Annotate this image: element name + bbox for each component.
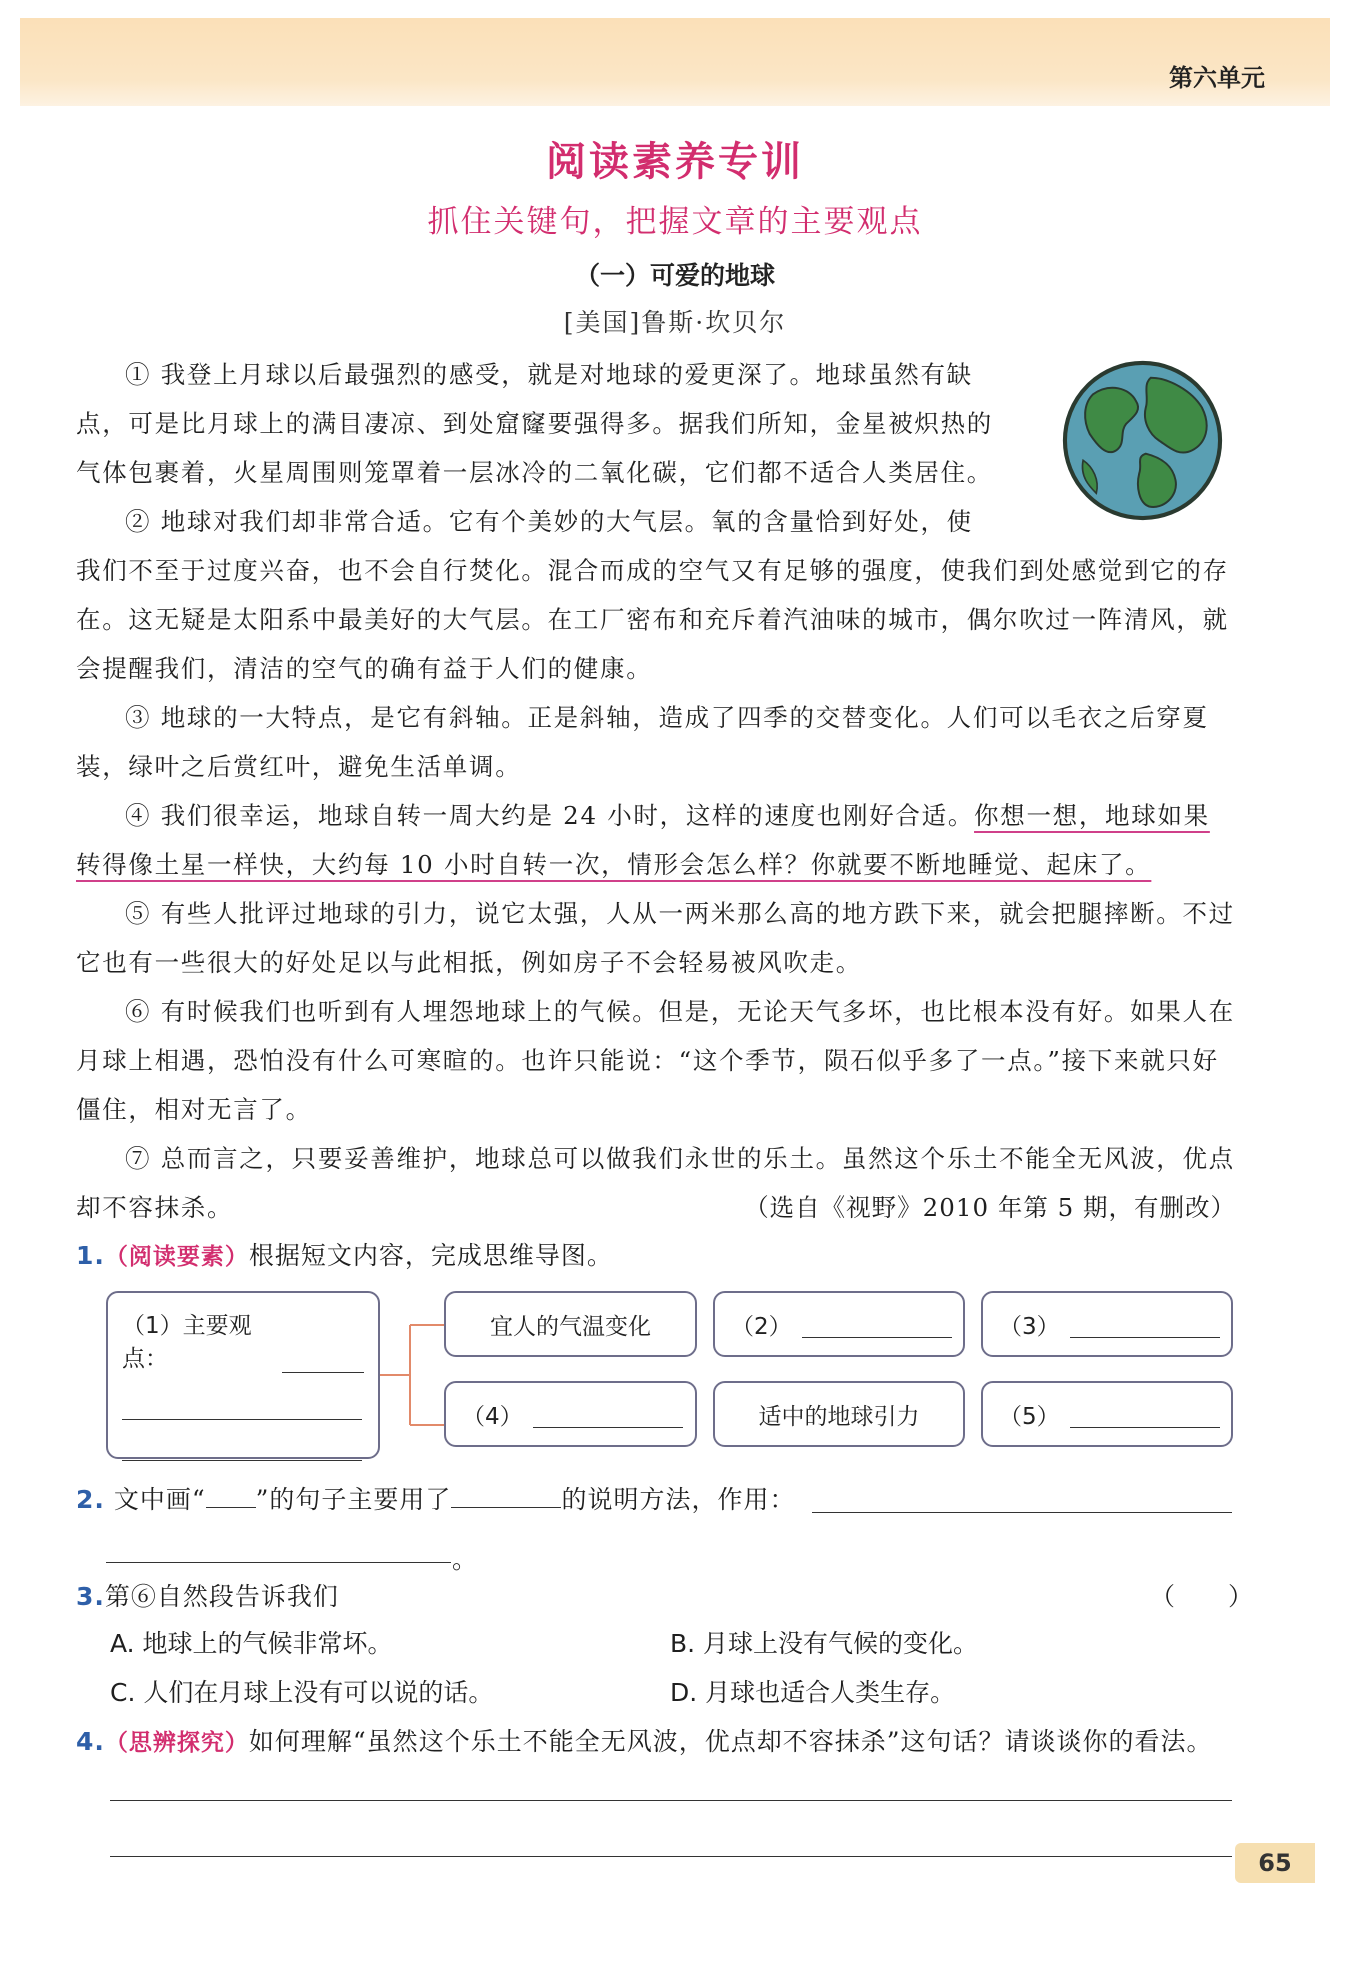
- mindmap-branch-3[interactable]: [981, 1291, 1233, 1357]
- paragraph-7: [76, 1134, 1236, 1232]
- paragraph-7-text: ⑦ 总而言之，只要妥善维护，地球总可以做我们永世的乐土。虽然这个乐土不能全无风波，优点却不容抹杀。: [76, 1144, 1235, 1222]
- question-3-text: 第⑥自然段告诉我们: [104, 1582, 339, 1611]
- mindmap-branch-2-blank[interactable]: [802, 1311, 952, 1338]
- mindmap-main-blank-3[interactable]: [122, 1420, 362, 1461]
- question-3: [76, 1577, 339, 1613]
- question-4: [76, 1722, 1212, 1758]
- paragraph-4: [76, 791, 1236, 889]
- unit-label: 第六单元: [1169, 64, 1265, 92]
- paragraph-2-cont: [76, 546, 1236, 693]
- question-3-number: 3.: [76, 1582, 105, 1611]
- mindmap-branch-3-label: （3）: [999, 1313, 1060, 1340]
- answer-line-1[interactable]: [110, 1800, 1232, 1801]
- paragraph-1-line-2: 点，可是比月球上的满目凄凉、到处窟窿要强得多。据我们所知，金星被炽热的: [76, 409, 993, 438]
- paragraph-1-line-1: ① 我登上月球以后最强烈的感受，就是对地球的爱更深了。地球虽然有缺: [125, 360, 973, 389]
- mindmap-main-row: [122, 1307, 364, 1373]
- mindmap-main-label: （1）主要观点：: [122, 1313, 252, 1372]
- answer-line-2[interactable]: [110, 1856, 1232, 1857]
- question-2-number: 2.: [76, 1485, 105, 1514]
- question-1-tag: （阅读要素）: [104, 1243, 249, 1270]
- mindmap-main-blank-2[interactable]: [122, 1379, 362, 1420]
- mindmap-main-box[interactable]: [106, 1291, 380, 1459]
- mindmap-branch-4-label: （4）: [462, 1403, 523, 1430]
- mindmap-branch-5: 适中的地球引力: [713, 1381, 965, 1447]
- question-2-blank-effect-1[interactable]: [812, 1512, 1232, 1513]
- option-a[interactable]: A. 地球上的气候非常坏。: [110, 1629, 393, 1658]
- page-subtitle: 抓住关键句，把握文章的主要观点: [427, 204, 923, 240]
- source-citation: （选自《视野》2010 年第 5 期，有删改）: [744, 1193, 1236, 1222]
- mindmap-branch-3-blank[interactable]: [1070, 1311, 1220, 1338]
- question-4-text: 如何理解“虽然这个乐土不能全无风波，优点却不容抹杀”这句话？请谈谈你的看法。: [248, 1727, 1213, 1756]
- passage-body: [76, 350, 1236, 1232]
- header-band: [20, 18, 1330, 106]
- mindmap-branch-1: 宜人的气温变化: [444, 1291, 697, 1357]
- question-2-blank-effect-2[interactable]: [106, 1562, 451, 1563]
- question-3-answer-paren[interactable]: （ ）: [1150, 1582, 1255, 1611]
- paragraph-4-start: ④ 我们很幸运，地球自转一周大约是 24 小时，这样的速度也刚好合适。: [125, 801, 975, 830]
- page-title: 阅读素养专训: [546, 139, 804, 185]
- paragraph-3: ③ 地球的一大特点，是它有斜轴。正是斜轴，造成了四季的交替变化。人们可以毛衣之后穿夏装，绿叶之后赏红叶，避免生活单调。: [76, 703, 1209, 781]
- paragraph-5: ⑤ 有些人批评过地球的引力，说它太强，人从一两米那么高的地方跌下来，就会把腿摔断。不过它也有一些很大的好处足以与此相抵，例如房子不会轻易被风吹走。: [76, 899, 1235, 977]
- page-number: 65: [1235, 1843, 1315, 1883]
- question-1-number: 1.: [76, 1241, 105, 1270]
- paragraph-6: ⑥ 有时候我们也听到有人埋怨地球上的气候。但是，无论天气多坏，也比根本没有好。如果人在月球上相遇，恐怕没有什么可寒暄的。也许只能说：“这个季节，陨石似乎多了一点。”接下来就只好僵住，相对无言了。: [76, 997, 1235, 1124]
- question-2: [76, 1480, 1236, 1516]
- mindmap-branch-6-blank[interactable]: [1070, 1401, 1220, 1428]
- mindmap-branch-4-blank[interactable]: [533, 1401, 683, 1428]
- question-4-tag: （思辨探究）: [104, 1729, 249, 1756]
- question-2-text-c: 的说明方法，作用：: [561, 1485, 796, 1514]
- paragraph-1: [76, 350, 1036, 399]
- question-2-text-a: 文中画“: [113, 1485, 206, 1514]
- mindmap-branch-2[interactable]: [713, 1291, 965, 1357]
- paragraph-2-line-1: ② 地球对我们却非常合适。它有个美妙的大气层。氧的含量恰到好处，使: [125, 507, 973, 536]
- paragraph-1-cont2: [76, 448, 1036, 497]
- question-4-number: 4.: [76, 1727, 105, 1756]
- paragraph-1-cont: [76, 399, 1036, 448]
- passage-title: （一）可爱的地球: [574, 261, 775, 290]
- paragraph-2-rest: 我们不至于过度兴奋，也不会自行焚化。混合而成的空气又有足够的强度，使我们到处感觉到它的存在。这无疑是太阳系中最美好的大气层。在工厂密布和充斥着汽油味的城市，偶尔吹过一阵清风，就会提醒我们，清洁的空气的确有益于人们的健康。: [76, 556, 1229, 683]
- passage-author: [美国]鲁斯·坎贝尔: [563, 308, 787, 337]
- question-2-underline-sample: [206, 1485, 256, 1508]
- paragraph-1-line-3: 气体包裹着，火星周围则笼罩着一层冰冷的二氧化碳，它们都不适合人类居住。: [76, 458, 993, 487]
- underlined-sentence: 你想一想，地球如果转得像土星一样快，大约每 10 小时自转一次，情形会怎么样？你就要不断地睡觉、起床了。: [76, 801, 1210, 879]
- mindmap-connector: [380, 1320, 446, 1430]
- question-1-text: 根据短文内容，完成思维导图。: [248, 1241, 613, 1270]
- mindmap-branch-4[interactable]: [444, 1381, 697, 1447]
- mindmap-main-blank-1[interactable]: [282, 1346, 364, 1373]
- mindmap-branch-6[interactable]: [981, 1381, 1233, 1447]
- question-1: [76, 1236, 613, 1272]
- question-2-end: 。: [452, 1545, 479, 1574]
- paragraph-2: [76, 497, 1036, 546]
- mindmap-branch-2-label: （2）: [731, 1313, 792, 1340]
- mindmap-branch-6-label: （5）: [999, 1403, 1060, 1430]
- option-d[interactable]: D. 月球也适合人类生存。: [670, 1678, 956, 1707]
- question-2-text-b: ”的句子主要用了: [255, 1485, 452, 1514]
- option-b[interactable]: B. 月球上没有气候的变化。: [670, 1629, 979, 1658]
- option-c[interactable]: C. 人们在月球上没有可以说的话。: [110, 1678, 494, 1707]
- question-2-blank-method[interactable]: [451, 1485, 561, 1508]
